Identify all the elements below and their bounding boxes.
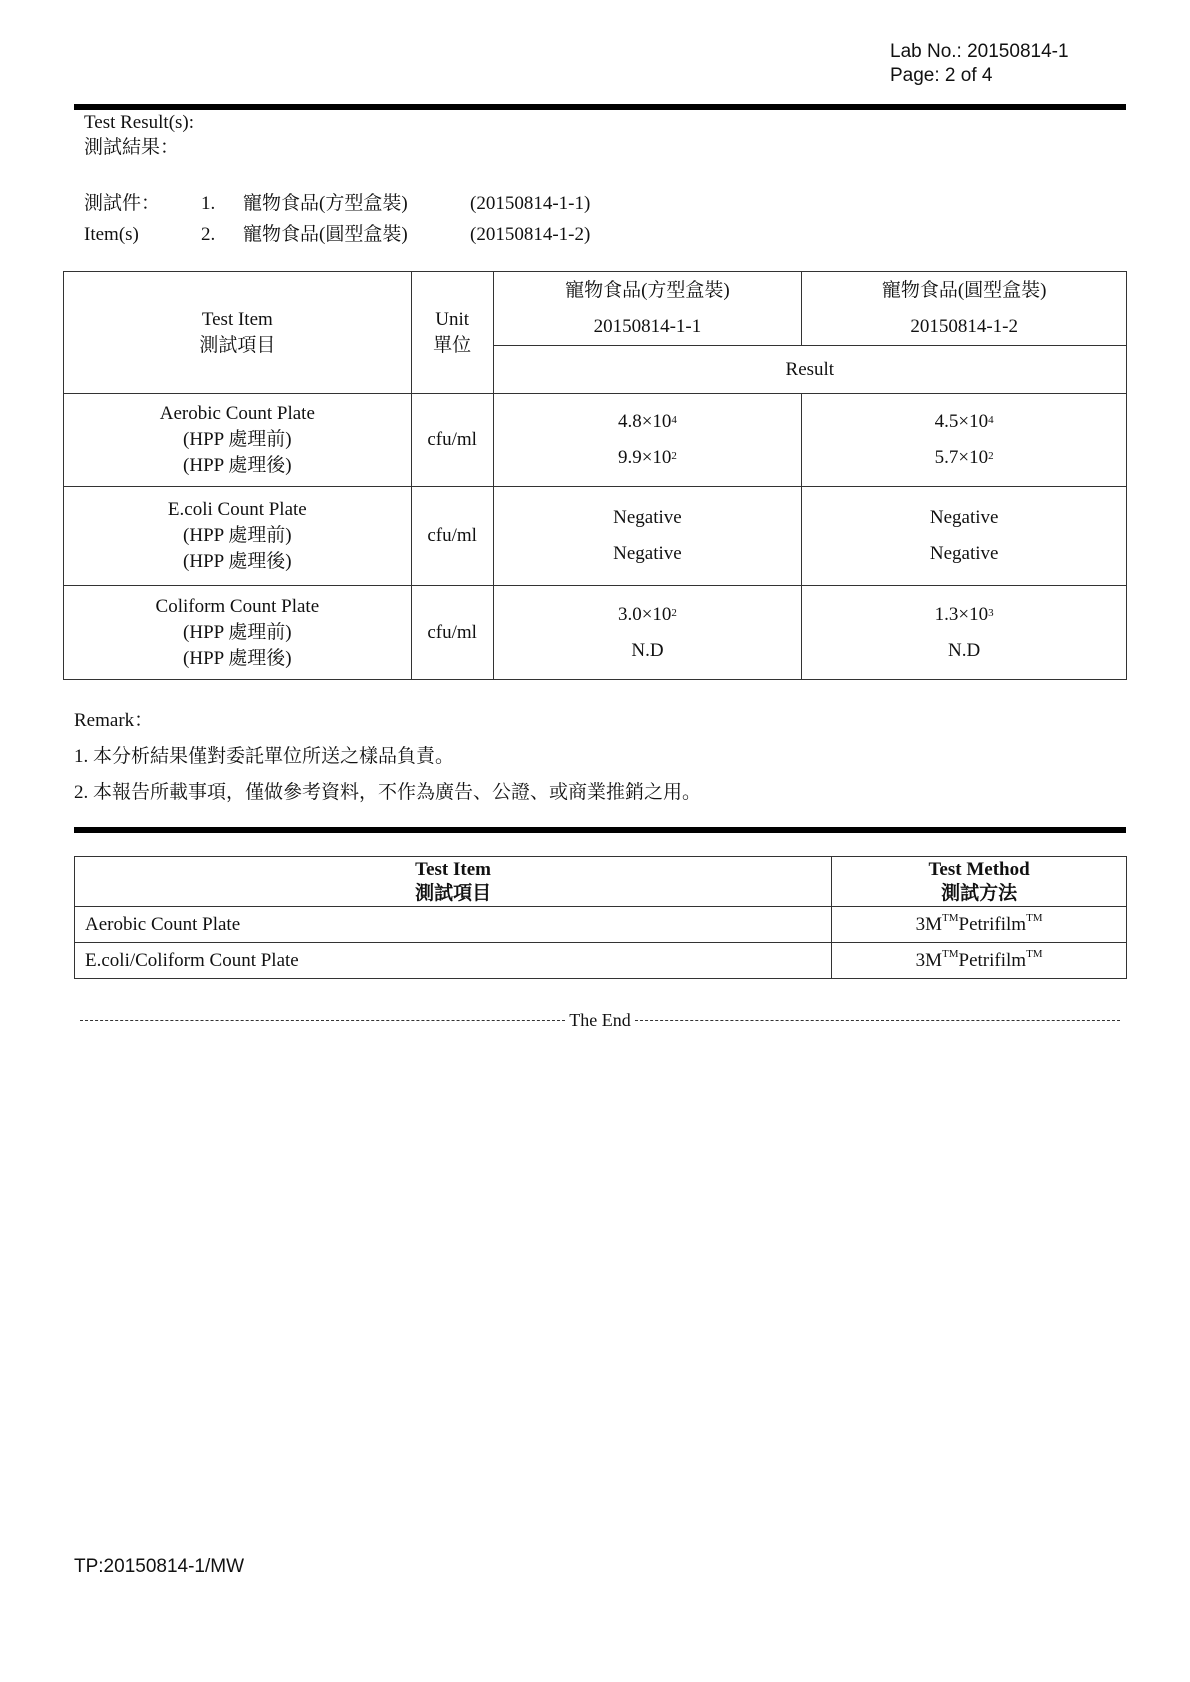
middle-rule [74, 827, 1126, 833]
methods-header-row [75, 857, 1127, 907]
items-label-zh: 測試件： [84, 193, 161, 214]
row-sample-1-values [493, 586, 802, 680]
item-code: (20150814-1-2) [470, 224, 591, 245]
page-number: Page: 2 of 4 [890, 65, 993, 86]
test-results-title [84, 110, 194, 160]
remark-block [74, 703, 701, 811]
method-value: 3M™Petrifilm™ [832, 943, 1127, 979]
value-before: Negative [613, 507, 682, 528]
table-row [75, 907, 1127, 943]
row-unit: cfu/ml [411, 487, 493, 586]
methods-header-method [832, 857, 1127, 907]
value-after: N.D [948, 639, 981, 661]
row-item-before: (HPP 處理前) [183, 429, 292, 450]
row-item-name: Coliform Count Plate [155, 595, 320, 617]
header-unit [411, 272, 493, 394]
lab-number: Lab No.: 20150814-1 [890, 41, 1069, 62]
test-results-title-en: Test Result(s): [84, 112, 195, 133]
methods-header-item-zh: 測試項目 [415, 882, 492, 904]
row-item-after: (HPP 處理後) [183, 455, 292, 476]
methods-header-item [75, 857, 832, 907]
row-item-before: (HPP 處理前) [183, 525, 292, 546]
item-code: (20150814-1-1) [470, 193, 591, 214]
value-before: $4.8\times 10^4$ [617, 411, 677, 432]
row-item-after: (HPP 處理後) [183, 647, 292, 669]
the-end-line [80, 1010, 1120, 1031]
results-header-row [64, 272, 1127, 346]
row-item-name: E.coli Count Plate [167, 499, 307, 520]
footer-ref: TP:20150814-1/MW [74, 1556, 245, 1577]
row-sample-2-values [802, 394, 1127, 487]
item-number: 1. [201, 193, 216, 214]
row-test-item [64, 586, 412, 680]
method-item: E.coli/Coliform Count Plate [75, 943, 832, 979]
row-sample-2-values [802, 487, 1127, 586]
value-after: $9.9\times 10^2$ [617, 447, 677, 468]
row-item-after: (HPP 處理後) [183, 551, 292, 572]
sample-1-code: 20150814-1-1 [593, 315, 702, 337]
header-unit-zh: 單位 [433, 334, 472, 356]
methods-header-method-zh: 測試方法 [941, 882, 1018, 904]
row-test-item [64, 487, 412, 586]
items-row-1 [84, 188, 590, 219]
the-end-label: The End [569, 1010, 631, 1030]
header-test-item-en: Test Item [201, 308, 273, 330]
row-unit: cfu/ml [411, 586, 493, 680]
value-after: $5.7\times 10^2$ [934, 447, 994, 468]
value-before: Negative [929, 507, 999, 528]
row-unit: cfu/ml [411, 394, 493, 487]
table-row [64, 487, 1127, 586]
methods-table [74, 856, 1127, 979]
row-sample-1-values [493, 487, 802, 586]
value-before: $1.3\times 10^3$ [934, 603, 994, 625]
row-test-item [64, 394, 412, 487]
item-number: 2. [201, 224, 216, 245]
value-before: $3.0\times 10^2$ [617, 603, 677, 625]
item-name: 寵物食品(方型盒裝) [243, 193, 408, 214]
items-label-en: Item(s) [84, 224, 139, 245]
value-after: Negative [613, 543, 682, 564]
header-sample-1 [493, 272, 802, 346]
item-name: 寵物食品(圓型盒裝) [243, 224, 408, 245]
dashed-line-left [80, 1020, 565, 1021]
header-unit-en: Unit [435, 308, 469, 330]
remark-line-2: 2. 本報告所載事項，僅做參考資料，不作為廣告、公證、或商業推銷之用。 [74, 782, 702, 803]
top-rule [74, 104, 1126, 110]
table-row [75, 943, 1127, 979]
sample-2-code: 20150814-1-2 [910, 315, 1018, 337]
method-item: Aerobic Count Plate [75, 907, 832, 943]
remark-title: Remark： [74, 710, 154, 731]
methods-header-item-en: Test Item [415, 858, 491, 880]
header-result: Result [493, 346, 1126, 394]
header-test-item-zh: 測試項目 [199, 334, 276, 356]
header-test-item [64, 272, 412, 394]
dashed-line-right [635, 1020, 1120, 1021]
row-item-name: Aerobic Count Plate [159, 403, 315, 424]
method-value: 3M™Petrifilm™ [832, 907, 1127, 943]
value-before: $4.5\times 10^4$ [934, 411, 994, 432]
remark-line-1: 1. 本分析結果僅對委託單位所送之樣品負責。 [74, 746, 455, 767]
value-after: Negative [929, 543, 999, 564]
items-row-2 [84, 219, 590, 250]
row-sample-1-values [493, 394, 802, 487]
header-block [890, 40, 1069, 88]
table-row [64, 394, 1127, 487]
test-results-title-zh: 測試結果： [84, 137, 180, 158]
results-table [63, 271, 1127, 680]
row-item-before: (HPP 處理前) [183, 621, 292, 643]
methods-header-method-en: Test Method [928, 858, 1030, 880]
value-after: N.D [631, 639, 664, 661]
items-list [84, 188, 590, 250]
sample-1-name: 寵物食品(方型盒裝) [565, 279, 730, 301]
sample-2-name: 寵物食品(圓型盒裝) [881, 279, 1047, 301]
row-sample-2-values [802, 586, 1127, 680]
table-row [64, 586, 1127, 680]
header-sample-2 [802, 272, 1127, 346]
